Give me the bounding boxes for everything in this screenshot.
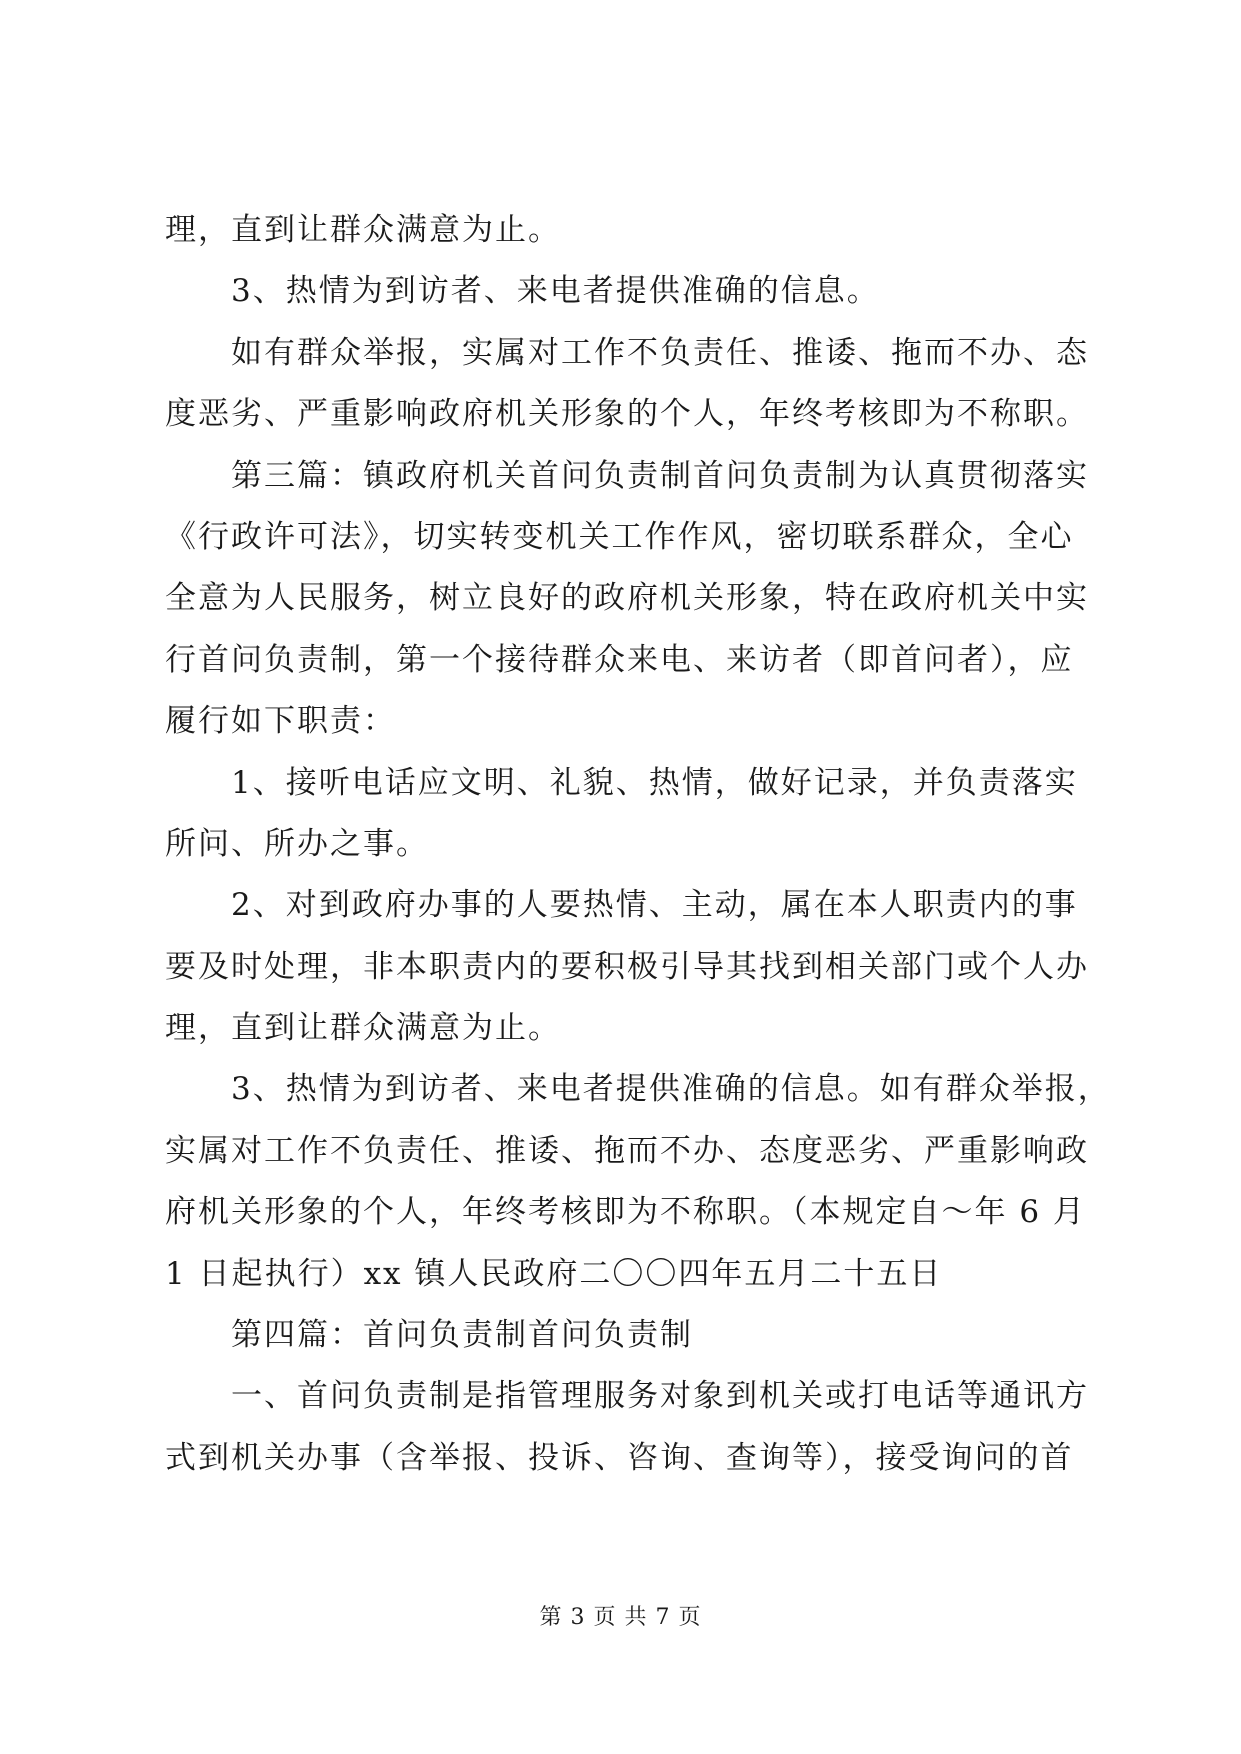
text-line: 第四篇：首问负责制首问负责制 (231, 1317, 693, 1354)
text-line: 全意为人民服务，树立良好的政府机关形象，特在政府机关中实 (165, 580, 1089, 617)
text-line: 度恶劣、严重影响政府机关形象的个人，年终考核即为不称职。 (165, 396, 1089, 433)
text-line: 式到机关办事（含举报、投诉、咨询、查询等），接受询问的首 (165, 1439, 1074, 1476)
text-line: 3、热情为到访者、来电者提供准确的信息。 (231, 273, 880, 310)
text-line: 履行如下职责： (165, 703, 396, 740)
text-line: 《行政许可法》，切实转变机关工作作风，密切联系群众，全心 (165, 518, 1074, 555)
text-line: 1 日起执行）xx 镇人民政府二〇〇四年五月二十五日 (165, 1255, 943, 1292)
text-line: 3、热情为到访者、来电者提供准确的信息。如有群众举报， (231, 1071, 1111, 1108)
page-footer: 第 3 页 共 7 页 (539, 1605, 702, 1630)
text-line: 2、对到政府办事的人要热情、主动，属在本人职责内的事 (231, 887, 1078, 924)
text-line: 一、首问负责制是指管理服务对象到机关或打电话等通讯方 (231, 1378, 1089, 1415)
text-line: 要及时处理，非本职责内的要积极引导其找到相关部门或个人办 (165, 948, 1089, 985)
text-line: 如有群众举报，实属对工作不负责任、推诿、拖而不办、态 (231, 334, 1089, 371)
text-line: 所问、所办之事。 (165, 825, 429, 862)
text-line: 府机关形象的个人，年终考核即为不称职。（本规定自～年 6 月 (165, 1194, 1086, 1231)
text-line: 1、接听电话应文明、礼貌、热情，做好记录，并负责落实 (231, 764, 1078, 801)
text-line: 理，直到让群众满意为止。 (165, 1010, 561, 1047)
document-body (165, 200, 1111, 1489)
text-line: 实属对工作不负责任、推诿、拖而不办、态度恶劣、严重影响政 (165, 1132, 1089, 1169)
text-line: 理，直到让群众满意为止。 (165, 212, 561, 248)
text-line: 第三篇：镇政府机关首问负责制首问负责制为认真贯彻落实 (231, 457, 1089, 494)
text-line: 行首问负责制，第一个接待群众来电、来访者（即首问者），应 (165, 641, 1074, 678)
